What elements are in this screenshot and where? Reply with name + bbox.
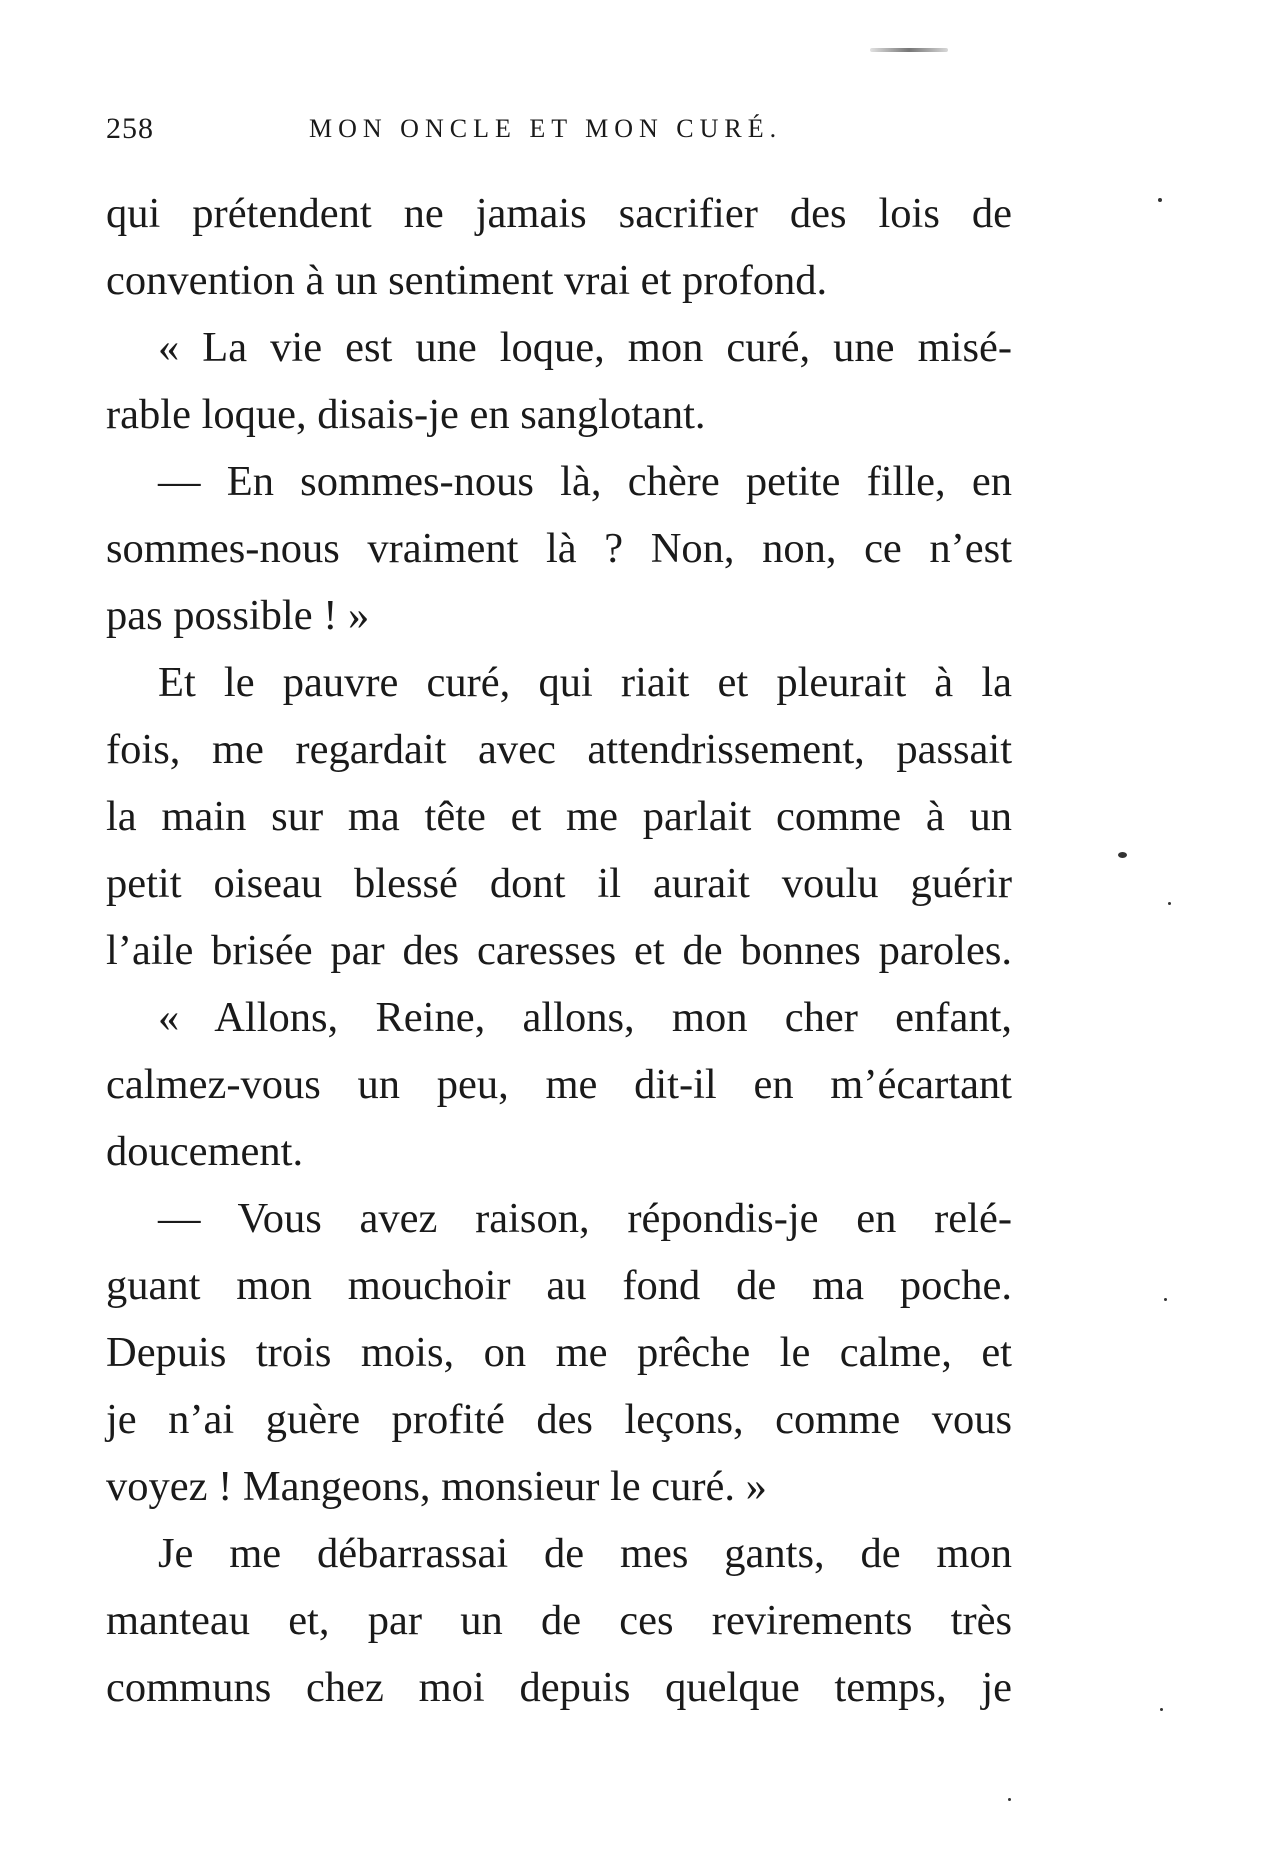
paper-speck xyxy=(1160,1708,1163,1711)
text-line: manteau et, par un de ces revirements très xyxy=(106,1597,1012,1644)
running-head xyxy=(106,112,846,152)
text-line: Depuis trois mois, on me prêche le calme, et xyxy=(106,1329,1012,1376)
text-line: « La vie est une loque, mon curé, une misé- xyxy=(158,324,1012,371)
text-line: Et le pauvre curé, qui riait et pleurait à la xyxy=(158,659,1012,706)
text-line: — En sommes-nous là, chère petite fille, en xyxy=(158,458,1012,505)
text-line: guant mon mouchoir au fond de ma poche. xyxy=(106,1262,1012,1309)
text-line: rable loque, disais-je en sanglotant. xyxy=(106,391,706,438)
text-line: sommes-nous vraiment là ? Non, non, ce n’est xyxy=(106,525,1012,572)
paper-speck xyxy=(1158,198,1162,202)
page-number: 258 xyxy=(106,112,154,145)
paper-speck xyxy=(1164,1298,1167,1301)
paper-speck xyxy=(1008,1798,1011,1801)
text-line: communs chez moi depuis quelque temps, je xyxy=(106,1664,1012,1711)
text-line: qui prétendent ne jamais sacrifier des lois de xyxy=(106,190,1012,237)
text-line: « Allons, Reine, allons, mon cher enfant, xyxy=(158,994,1012,1041)
text-line: — Vous avez raison, répondis-je en relé- xyxy=(158,1195,1012,1242)
running-title: MON ONCLE ET MON CURÉ. xyxy=(309,114,783,143)
text-line: convention à un sentiment vrai et profond. xyxy=(106,257,828,304)
paper-speck xyxy=(1168,902,1171,905)
text-line: voyez ! Mangeons, monsieur le curé. » xyxy=(106,1463,767,1510)
paper-speck xyxy=(1118,852,1127,858)
text-line: petit oiseau blessé dont il aurait voulu guérir xyxy=(106,860,1012,907)
text-line: la main sur ma tête et me parlait comme à un xyxy=(106,793,1012,840)
text-line: fois, me regardait avec attendrissement, passait xyxy=(106,726,1012,773)
text-line: je n’ai guère profité des leçons, comme vous xyxy=(106,1396,1012,1443)
text-line: Je me débarrassai de mes gants, de mon xyxy=(158,1530,1012,1577)
text-line: l’aile brisée par des caresses et de bonnes paroles. xyxy=(106,927,1012,974)
text-line: calmez-vous un peu, me dit-il en m’écartant xyxy=(106,1061,1012,1108)
text-line: pas possible ! » xyxy=(106,592,370,639)
ink-smudge xyxy=(870,48,948,52)
body-text xyxy=(106,180,1012,1721)
text-line: doucement. xyxy=(106,1128,304,1175)
